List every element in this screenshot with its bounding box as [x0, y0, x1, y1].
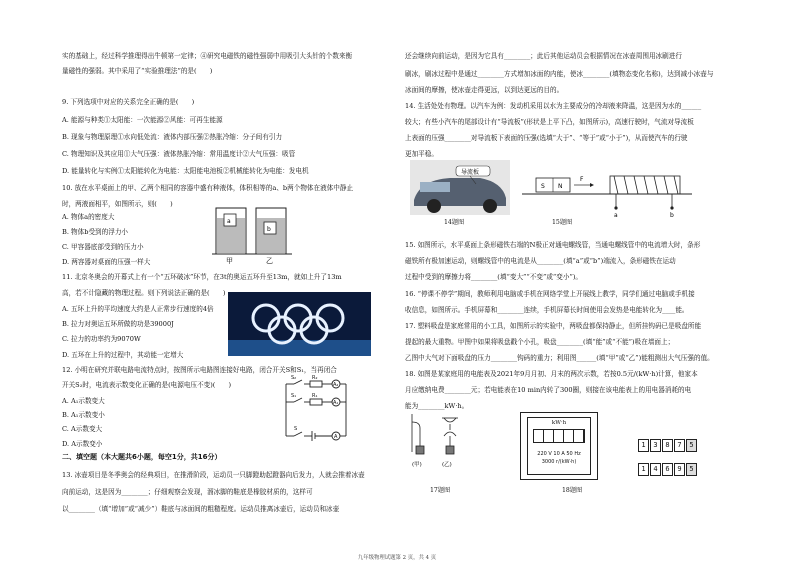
question-text-line: 实的基础上，经过科学推理得出牛顿第一定律；④研究电磁铁的磁性强弱中用吸引大头针的个数来衡 — [62, 52, 353, 60]
circuit-label-a2: A₂ — [333, 382, 339, 388]
question-text-line: 16. “停课不停学”期间，教师利用电脑或手机在网络学堂上开展线上教学，同学们通过电脑或手机接 — [405, 290, 695, 298]
magnet-n-label: N — [558, 183, 563, 190]
meter-digit: 1 — [638, 463, 649, 476]
question-text-line: A. 五环上升的平均速度大约是人正常步行速度的4倍 — [62, 305, 214, 313]
meter-reading-start — [638, 432, 698, 452]
magnet-s-label: S — [541, 183, 545, 190]
coil-b-label: b — [670, 212, 674, 218]
meter-digit-window — [533, 429, 585, 443]
question-text-line: 以________（填“增加”或“减少”）鞋底与冰面间的粗糙程度。运动员推离冰壶后，运动员和冰壶 — [62, 505, 340, 513]
question-text-line: C. 拉力的功率约为9070W — [62, 335, 141, 343]
meter-digit: 5 — [686, 439, 697, 452]
question-text-line: 9. 下列选项中对应的关系完全正确的是( ) — [62, 98, 195, 106]
fig18-caption: 18题图 — [562, 487, 583, 494]
meter-digit: 3 — [650, 439, 661, 452]
question-text-line: 量磁性的强弱。其中采用了“实验推理法”的是( ) — [62, 67, 213, 75]
question-text-line: B. 拉力对奥运五环所做的功是39000J — [62, 320, 174, 328]
question-text-line: 17. 塑料吸盘是家庭常用的小工具，如图所示的实验中，两吸盘都保持静止，但所挂钩码已是吸盘所能 — [405, 322, 702, 330]
meter-unit: kW·h — [551, 420, 567, 426]
meter-digit: 1 — [638, 439, 649, 452]
question-text-line: C. 物理知识及其应用①大气压强：液体热胀冷缩：常用温度计②大气压强：吸管 — [62, 150, 296, 158]
question-text-line: A. 能源与种类①太阳能：一次能源②风能：可再生能源 — [62, 116, 223, 124]
circuit-label-r2: R₂ — [312, 375, 318, 381]
electricity-meter — [520, 412, 598, 480]
meter-digit: 7 — [674, 439, 685, 452]
question-text-line: 14. 生活处处有物理。以汽车为例：发动机采用以水为主要成分的冷却液来降温，这是因为水的______ — [405, 102, 702, 110]
fig17-jia-label: (甲) — [412, 462, 422, 468]
page-footer: 九年级物理试题第 2 页，共 4 页 — [357, 555, 437, 561]
question-text-line: D. 五环在上升的过程中，其动能一定增大 — [62, 351, 184, 359]
meter-digit: 8 — [662, 439, 673, 452]
question-text-line: 过程中受到的摩擦力将________(填“变大”“不变”或“变小”)。 — [405, 273, 583, 281]
meter-spec-revolutions: 3000 r/(kW·h) — [541, 459, 577, 465]
question-text-line: B. A₁示数变小 — [62, 411, 105, 419]
container-yi-label: 乙 — [266, 257, 273, 264]
question-text-line: B. 现象与物理原理①水向低处流：液体内部压强②热胀冷缩：分子间有引力 — [62, 133, 283, 141]
object-a-label: a — [227, 218, 231, 225]
question-text-line: 收信息，如图所示。手机屏幕和________连续，手机屏幕长时间使用会发热是电能转化为____能。 — [405, 306, 689, 314]
section-title: 二、填空题（本大题共6小题，每空1分，共16分） — [62, 453, 222, 461]
question-text-line: 月应缴纳电费________元；若电能表在10 min内转了300圈，则接在该电能表上的用电器消耗的电 — [405, 386, 692, 394]
buoyancy-containers-figure — [212, 204, 292, 264]
question-text-line: 时，两液面相平，如图所示，则( ) — [62, 200, 173, 208]
question-text-line: A. A₁示数变大 — [62, 397, 105, 405]
question-text-line: D. A示数变小 — [62, 440, 103, 448]
circuit-label-a: A — [334, 434, 338, 440]
question-text-line: C. A示数变大 — [62, 425, 103, 433]
car-spoiler-image — [410, 160, 510, 215]
circuit-label-s: S — [294, 426, 298, 432]
question-text-line: 10. 放在水平桌面上的甲、乙两个相同的容器中盛有种液体，体积相等的a、b两个物体在液体中静止 — [62, 184, 354, 192]
question-text-line: 更加平稳。 — [405, 150, 438, 158]
question-text-line: 开关S₂时，电流表示数变化正确的是(电源电压不变)( ) — [62, 381, 232, 389]
fig17-yi-label: (乙) — [442, 462, 452, 468]
spoiler-label: 导流板 — [461, 169, 480, 176]
question-text-line: D. 能量转化与实例①太阳能转化为电能：太阳能电池板②机械能转化为电能：发电机 — [62, 167, 309, 175]
question-text-line: D. 两容器对桌面的压强一样大 — [62, 258, 151, 266]
circuit-label-r1: R₁ — [312, 393, 318, 399]
fig17-caption: 17题图 — [430, 487, 451, 494]
meter-digit: 5 — [686, 463, 697, 476]
container-jia-label: 甲 — [226, 257, 233, 264]
question-text-line: 12. 小明在研究并联电路电流特点时，按图所示电路图连接好电路，闭合开关S和S₁，当再闭合 — [62, 366, 337, 374]
question-text-line: 刷冰，刷冰过程中是通过________方式增加冰面的内能，使冰________(填物态变化名称)，达到减小冰壶与 — [405, 70, 714, 78]
olympic-rings-image — [228, 292, 371, 356]
question-text-line: 冰面间的摩擦，使冰壶走得更远，以到达更远的目的。 — [405, 86, 564, 94]
object-b-label: b — [267, 226, 271, 233]
fig14-caption: 14题图 — [444, 219, 465, 226]
circuit-label-s2: S₂ — [291, 375, 297, 381]
question-text-line: 能为________kW·h。 — [405, 402, 469, 410]
circuit-label-a1: A₁ — [333, 400, 339, 406]
question-text-line: B. 物体b受到的浮力小 — [62, 228, 129, 236]
question-text-line: 13. 冰壶项目是冬季奥会的经典项目，在推滑阶段，运动员一只脚蹬助起蹬器向后发力，人就会推着冰壶 — [62, 471, 365, 479]
arrow-f-label: F — [580, 176, 584, 183]
meter-reading-end — [638, 456, 698, 476]
question-text-line: 15. 如图所示，水平桌面上条形磁铁右端的N极正对通电螺线管，当通电螺线管中的电流增大时，条形 — [405, 241, 701, 249]
question-text-line: 11. 北京冬奥会的开幕式上有一个“五环破冰”环节，在3t的奥运五环升至13m，就如上升了13m — [62, 273, 342, 281]
question-text-line: 较大；有些小汽车的尾部设计有“导流板”(形状是上平下凸，如图所示)，高速行驶时，气流对导流板 — [405, 118, 694, 126]
suction-cup-figure — [408, 412, 470, 478]
question-text-line: C. 甲容器底部受到的压力小 — [62, 243, 144, 251]
fig15-caption: 15题图 — [552, 219, 573, 226]
question-text-line: A. 物体a的密度大 — [62, 213, 115, 221]
question-text-line: 提起的最大重物。甲图中如果将吸盘戳个小孔，吸盘________(填“能”或“不能”)吸在墙面上； — [405, 338, 675, 346]
question-text-line: 还会继续向前运动，是因为它具有________；此后其他运动员会根据情况在冰壶周围用冰刷进行 — [405, 52, 682, 60]
circuit-label-s1: S₁ — [291, 393, 297, 399]
meter-spec-voltage: 220 V 10 A 50 Hz — [537, 451, 581, 457]
circuit-diagram — [280, 374, 356, 446]
meter-digit: 9 — [674, 463, 685, 476]
question-text-line: 18. 如图是某家庭用的电能表及2021年9月月初、月末的两次示数，若按0.5元/(kW·h)计算，他家本 — [405, 370, 698, 378]
question-text-line: 上表面的压强________对导流板下表面的压强(选填“大于”、“等于”或“小于”)，从而使汽车的行驶 — [405, 134, 688, 142]
question-text-line: 向前运动，这是因为________；仔细观察会发现，溜冰脚的鞋底是橡胶材质的，这样可 — [62, 488, 313, 496]
question-text-line: 高，若不计隐藏的物理过程。则下列说法正确的是( ) — [62, 289, 226, 297]
question-text-line: 乙图中大气对下面吸盘的压力________钩码的重力；利用图______(填“甲”或“乙”)能粗测出大气压强的值。 — [405, 354, 714, 362]
meter-digit: 4 — [650, 463, 661, 476]
coil-a-label: a — [614, 212, 618, 218]
magnet-solenoid-figure — [522, 164, 692, 218]
meter-digit: 6 — [662, 463, 673, 476]
question-text-line: 磁铁所有极加速运动，则螺线管中的电流是从________(填“a”或“b”)端流入，条形磁铁在运动 — [405, 257, 676, 265]
